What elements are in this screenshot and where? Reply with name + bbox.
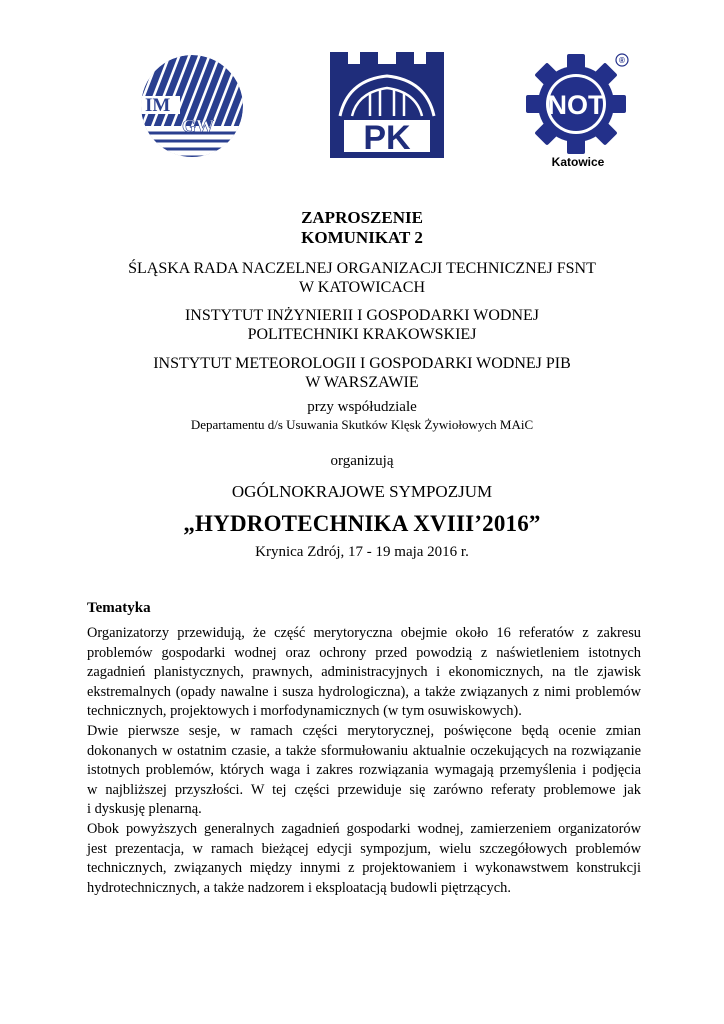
organize-label: organizują [330, 453, 394, 469]
cooperation-label: przy współudziale [307, 399, 417, 415]
organizer-2-line-2: POLITECHNIKI KRAKOWSKIEJ [247, 326, 477, 343]
body-line: technicznych, związanych między innymi z projektowaniem i wykonawstwem konstrukcji [87, 860, 641, 877]
not-caption: Katowice [551, 155, 605, 169]
body-line: dokonanych w ostatnim czasie, a także sformułowaniu aktualnie oczekujących na rozwiązanie [87, 742, 641, 759]
pk-text: PK [363, 119, 411, 157]
symposium-type: OGÓLNOKRAJOWE SYMPOZJUM [231, 482, 493, 501]
imgw-text-bottom: GW [182, 116, 215, 136]
organizer-3-line-2: W WARSZAWIE [305, 374, 419, 391]
pk-logo [330, 52, 444, 158]
body-line: problemów gospodarki wodnej oraz ochrony przed powodzią z naświetleniem istotnych [87, 644, 641, 661]
symposium-name: „HYDROTECHNIKA XVIII’2016” [183, 511, 541, 536]
body-line: w najbliższej przyszłości. W tej części przewiduje się zarówno referaty problemowe jak [87, 781, 641, 798]
not-text: NOT [547, 90, 605, 120]
symposium-place-date: Krynica Zdrój, 17 - 19 maja 2016 r. [255, 544, 469, 560]
communique-title: KOMUNIKAT 2 [301, 228, 423, 247]
body-line: zagadnień planistycznych, prawnych, administracyjnych i ekonomicznych, na tle zjawisk [87, 664, 641, 681]
body-line: Dwie pierwsze sesje, w ramach części merytorycznej, poświęcone będą ocenie zmian [87, 722, 641, 739]
body-line: Obok powyższych generalnych zagadnień gospodarki wodnej, zamierzeniem organizatorów [87, 820, 641, 837]
cooperation-department: Departamentu d/s Usuwania Skutków Klęsk Żywiołowych MAiC [190, 417, 534, 432]
body-line: Organizatorzy przewidują, że część merytoryczna obejmie około 16 referatów z zakresu [87, 625, 641, 641]
body-line: technicznych, projektowych i morfodynamicznych (w tym osuwiskowych). [87, 703, 522, 720]
body-line: jest prezentacja, w ramach bieżącej edycji sympozjum, wielu szczegółowych problemów [87, 840, 641, 857]
body-line: ekstremalnych (opady nawalne i susza hydrologiczna), a także związanych z nimi problemów [87, 683, 641, 700]
not-logo [526, 52, 630, 174]
body-line: i dyskusję plenarną. [87, 801, 202, 818]
body-line: istotnych problemów, których waga i zakres rozwiązania wymagają przemyślenia i podjęcia [87, 762, 641, 779]
imgw-text-top: IM [145, 95, 171, 116]
invitation-title: ZAPROSZENIE [301, 208, 423, 227]
organizer-2-line-1: INSTYTUT INŻYNIERII I GOSPODARKI WODNEJ [184, 307, 540, 324]
organizer-1-line-1: ŚLĄSKA RADA NACZELNEJ ORGANIZACJI TECHNICZNEJ FSNT [128, 260, 596, 277]
registered-mark: ® [619, 56, 625, 65]
imgw-logo [140, 54, 244, 158]
body-line: hydrotechnicznych, a także nadzorem i eksploatacją budowli piętrzących. [87, 879, 511, 896]
section-body [87, 624, 641, 898]
organizer-1-line-2: W KATOWICACH [298, 279, 426, 296]
organizer-3-line-1: INSTYTUT METEOROLOGII I GOSPODARKI WODNEJ PIB [153, 355, 571, 372]
section-heading: Tematyka [87, 600, 151, 616]
